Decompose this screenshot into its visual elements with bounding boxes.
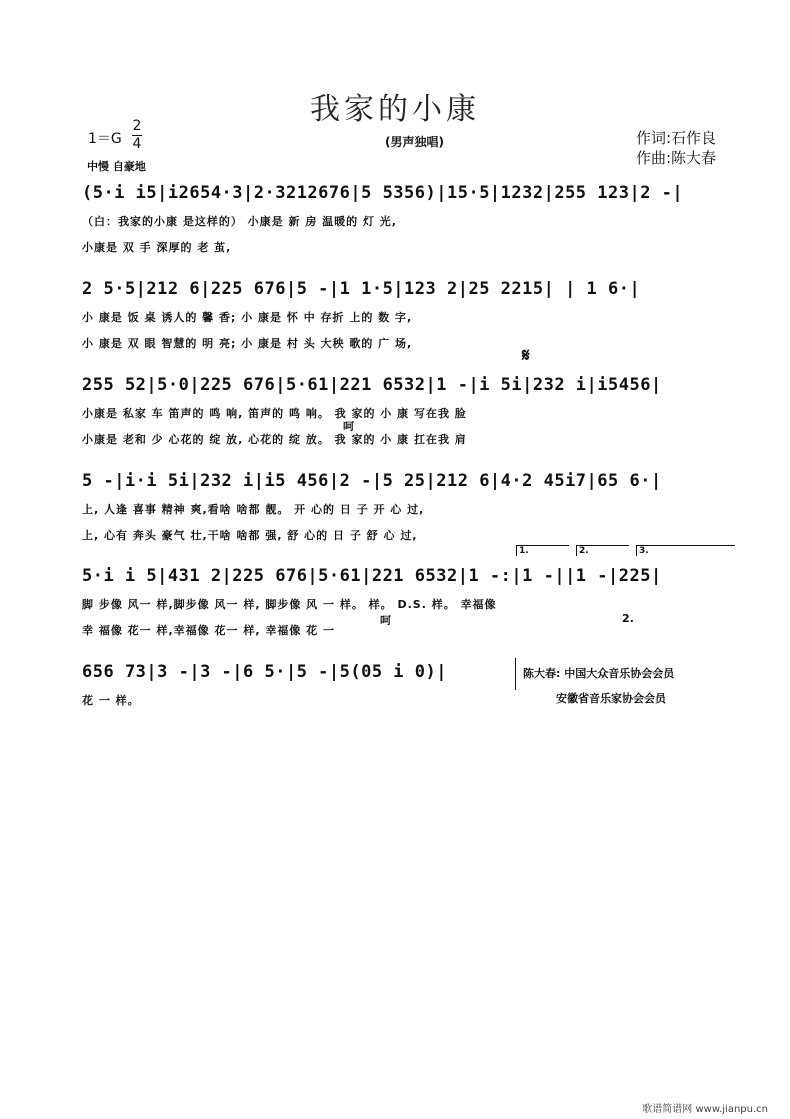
notation-line: 2 5·5|212 6|225 676|5 -|1 1·5|123 2|25 2215| | 1 6·| — [82, 279, 641, 299]
he-interjection-2: 呵 — [380, 614, 391, 627]
notation-line: 255 52|5·0|225 676|5·61|221 6532|1 -|i 5i|232 i|i5456| — [82, 375, 662, 395]
lyric-line-1: 花 一 样。 — [82, 694, 140, 707]
composer-membership-2: 安徽省音乐家协会会员 — [556, 692, 666, 705]
notation-line: (5·i i5|i2654·3|2·3212676|5 5356)|15·5|1232|255 123|2 -| — [82, 183, 684, 203]
notation-line: 5·i i 5|431 2|225 676|5·61|221 6532|1 -:|1 -||1 -|225| — [82, 566, 662, 586]
time-top: 2 — [132, 118, 142, 134]
composer-credit: 作曲:陈大春 — [636, 149, 717, 167]
tempo-marking: 中慢 自豪地 — [87, 160, 146, 173]
composer-membership-1: 陈大春: 中国大众音乐协会会员 — [523, 667, 675, 680]
lyric-line-1: 小 康是 饭 桌 诱人的 馨 香; 小 康是 怀 中 存折 上的 数 字, — [82, 311, 413, 324]
lyric-line-2: 小康是 双 手 深厚的 老 茧, — [82, 241, 232, 254]
segno-sign: 𝄋 — [522, 345, 530, 366]
lyric-line-1: 上, 人逢 喜事 精神 爽,看啥 啥都 靓。 开 心的 日 子 开 心 过, — [82, 503, 425, 516]
second-ending-label: 2. — [622, 612, 634, 625]
lyric-line-1: （白：我家的小康 是这样的） 小康是 新 房 温暖的 灯 光, — [82, 215, 397, 228]
lyricist-credit: 作词:石作良 — [636, 129, 717, 147]
song-subtitle: (男声独唱) — [385, 135, 444, 149]
song-title: 我家的小康 — [310, 92, 480, 127]
volta-2: 2. — [576, 545, 629, 556]
key-signature: 1＝G — [88, 131, 122, 147]
lyric-line-2: 小康是 老和 少 心花的 绽 放, 心花的 绽 放。 我 家的 小 康 扛在我 肩 — [82, 433, 467, 446]
notation-line: 5 -|i·i 5i|232 i|i5 456|2 -|5 25|212 6|4·2 45i7|65 6·| — [82, 471, 662, 491]
site-watermark: 歌谱简谱网 www.jianpu.cn — [642, 1104, 768, 1115]
notation-line: 656 73|3 -|3 -|6 5·|5 -|5(05 i 0)| — [82, 662, 447, 682]
lyric-line-1: 脚 步像 风一 样,脚步像 风一 样, 脚步像 风 一 样。 样。 D.S. 样。 幸福像 — [82, 598, 497, 611]
lyric-line-1: 小康是 私家 车 笛声的 鸣 响, 笛声的 鸣 响。 我 家的 小 康 写在我 脸 — [82, 407, 467, 420]
time-signature — [132, 118, 142, 153]
lyric-line-2: 小 康是 双 眼 智慧的 明 亮; 小 康是 村 头 大秧 歌的 广 场, — [82, 337, 413, 350]
lyric-line-2: 幸 福像 花一 样,幸福像 花一 样, 幸福像 花 一 — [82, 624, 335, 637]
volta-3: 3. — [636, 545, 735, 556]
time-bottom: 4 — [132, 136, 142, 152]
volta-1: 1. — [516, 545, 569, 556]
he-interjection-1: 呵 — [343, 420, 354, 433]
lyric-line-2: 上, 心有 奔头 豪气 壮,干啥 啥都 强, 舒 心的 日 子 舒 心 过, — [82, 529, 418, 542]
divider — [515, 658, 516, 690]
